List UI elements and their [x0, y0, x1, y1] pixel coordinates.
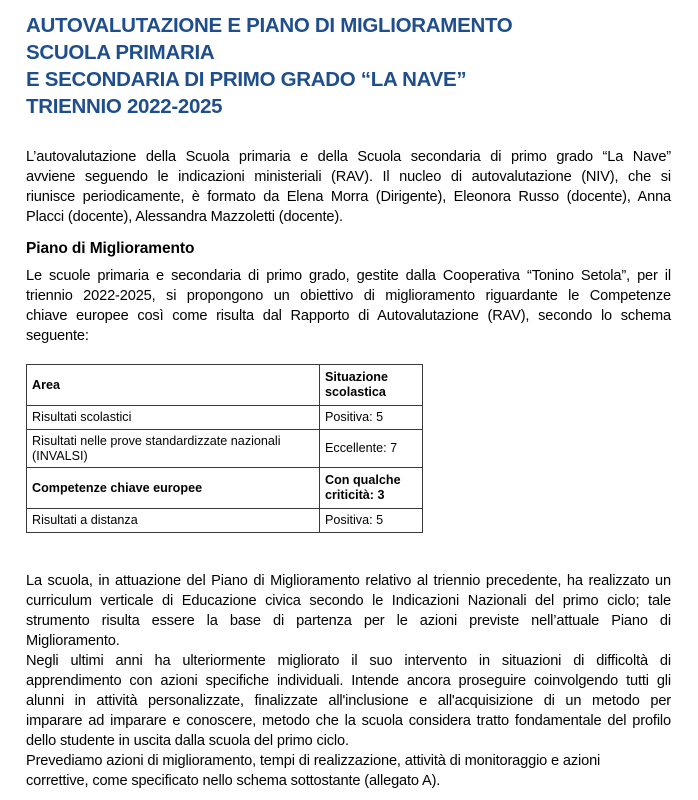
text-line: Miglioramento.	[26, 633, 120, 649]
text-line: curriculum verticale di Educazione civica secondo le Indicazioni Nazionali del primo ciclo; tale	[26, 593, 671, 609]
cell-area: Risultati nelle prove standardizzate nazionali (INVALSI)	[27, 430, 320, 468]
table-row	[27, 406, 423, 430]
text-line: imparare ad imparare e conoscere, metodo che la scuola considera tratto fondamentale del profilo	[26, 713, 671, 729]
title-line: E SECONDARIA DI PRIMO GRADO “LA NAVE”	[26, 68, 467, 91]
cell-status: Positiva: 5	[320, 406, 423, 430]
text-line: Placci (docente), Alessandra Mazzoletti (docente).	[26, 209, 343, 225]
cell-area: Risultati a distanza	[27, 509, 320, 533]
cell-area: Competenze chiave europee	[27, 468, 320, 509]
title-line: SCUOLA PRIMARIA	[26, 41, 215, 64]
document-title	[26, 12, 686, 120]
text-line: L’autovalutazione della Scuola primaria e della Scuola secondaria di primo grado “La Nave”	[26, 149, 671, 165]
intro-paragraph	[26, 147, 671, 227]
section-heading: Piano di Miglioramento	[26, 240, 195, 257]
table-row	[27, 430, 423, 468]
text-line: correttive, come specificato nello schema sottostante (allegato A).	[26, 773, 441, 789]
header-situazione: Situazione scolastica	[320, 365, 423, 406]
text-line: Prevediamo azioni di miglioramento, tempi di realizzazione, attività di monitoraggio e azioni	[26, 753, 601, 769]
title-line: TRIENNIO 2022-2025	[26, 95, 223, 118]
table-row	[27, 509, 423, 533]
text-line: triennio 2022-2025, si propongono un obiettivo di miglioramento riguardante le Competenze	[26, 288, 671, 304]
text-line: Negli ultimi anni ha ulteriormente migliorato il suo intervento in situazioni di difficoltà di	[26, 653, 671, 669]
title-line: AUTOVALUTAZIONE E PIANO DI MIGLIORAMENTO	[26, 14, 513, 37]
table-header-row	[27, 365, 423, 406]
text-line: apprendimento con azioni specifiche individuali. Intende ancora proseguire coinvolgendo tutti gli	[26, 673, 671, 689]
cell-status: Con qualche criticità: 3	[320, 468, 423, 509]
section-paragraph	[26, 266, 671, 346]
cell-area: Risultati scolastici	[27, 406, 320, 430]
text-line: dello studente in uscita dalla scuola del primo ciclo.	[26, 733, 349, 749]
text-line: alunni in attività personalizzate, finalizzate all'inclusione e all'acquisizione di un metodo per	[26, 693, 671, 709]
cell-status: Eccellente: 7	[320, 430, 423, 468]
body-paragraph	[26, 571, 671, 791]
header-area: Area	[27, 365, 320, 406]
table-row-highlight	[27, 468, 423, 509]
text-line: chiave europee così come risulta dal Rapporto di Autovalutazione (RAV), secondo lo schema	[26, 308, 671, 324]
rav-table	[26, 364, 423, 533]
text-line: avviene seguendo le indicazioni ministeriali (RAV). Il nucleo di autovalutazione (NIV), che si	[26, 169, 671, 185]
text-line: riunisce periodicamente, è formato da Elena Morra (Dirigente), Eleonora Russo (docente), Anna	[26, 189, 671, 205]
cell-status: Positiva: 5	[320, 509, 423, 533]
text-line: Le scuole primaria e secondaria di primo grado, gestite dalla Cooperativa “Tonino Setola”, per il	[26, 268, 671, 284]
text-line: La scuola, in attuazione del Piano di Miglioramento relativo al triennio precedente, ha realizzato un	[26, 573, 671, 589]
text-line: strumento risulta essere la base di partenza per le azioni previste nell’attuale Piano di	[26, 613, 671, 629]
text-line: seguente:	[26, 328, 89, 344]
